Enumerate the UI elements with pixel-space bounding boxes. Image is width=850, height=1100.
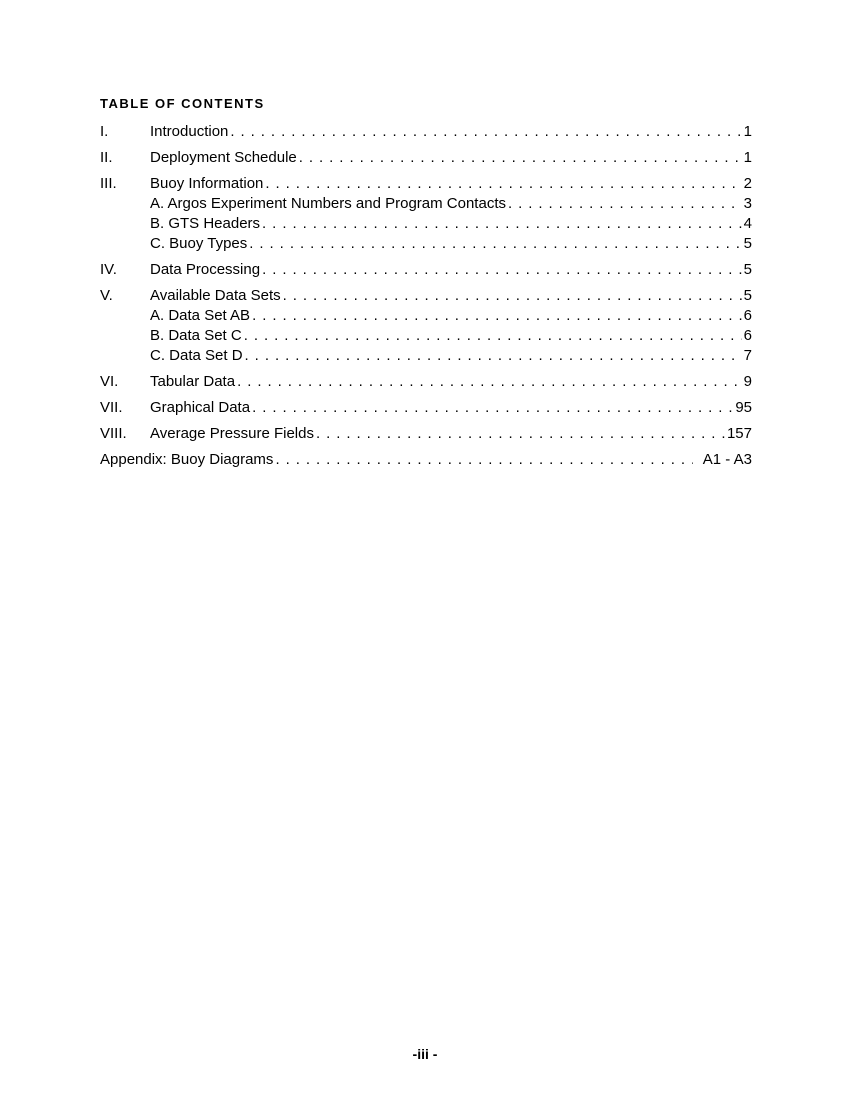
page-number: 9 <box>743 373 752 390</box>
page-number: 4 <box>743 215 752 232</box>
leader-dots <box>249 234 741 254</box>
leader-dots <box>252 398 733 418</box>
toc-entry-introduction <box>100 122 752 142</box>
toc-subentry-gts-headers <box>100 214 752 234</box>
page-number: 6 <box>743 327 752 344</box>
toc-subentry-data-set-c <box>100 326 752 346</box>
subsection-label: C. Buoy Types <box>150 235 248 252</box>
toc-entry-graphical-data <box>100 398 752 418</box>
toc-entry-data-processing <box>100 260 752 280</box>
toc-entry-average-pressure-fields <box>100 424 752 444</box>
leader-dots <box>244 326 742 346</box>
leader-dots <box>265 174 741 194</box>
section-label: Available Data Sets <box>150 287 281 304</box>
toc-entry-deployment-schedule <box>100 148 752 168</box>
leader-dots <box>237 372 742 392</box>
toc-title: TABLE OF CONTENTS <box>100 96 265 111</box>
page-number: A1 - A3 <box>702 451 752 468</box>
section-label: Introduction <box>150 123 229 140</box>
leader-dots <box>299 148 742 168</box>
subsection-label: A. Argos Experiment Numbers and Program Contacts <box>150 195 506 212</box>
toc-subentry-buoy-types <box>100 234 752 254</box>
section-number: VII. <box>100 399 123 416</box>
subsection-label: A. Data Set AB <box>150 307 251 324</box>
appendix-label: Appendix: Buoy Diagrams <box>100 451 274 468</box>
page-number: 1 <box>743 123 752 140</box>
section-label: Buoy Information <box>150 175 264 192</box>
page-number: 2 <box>743 175 752 192</box>
section-number: V. <box>100 287 113 304</box>
section-number: II. <box>100 149 113 166</box>
leader-dots <box>245 346 742 366</box>
section-label: Tabular Data <box>150 373 236 390</box>
page-number: 6 <box>743 307 752 324</box>
toc-entry-buoy-information <box>100 174 752 194</box>
page-number: 95 <box>735 399 752 416</box>
subsection-label: B. Data Set C <box>150 327 242 344</box>
section-label: Data Processing <box>150 261 261 278</box>
page-number: 5 <box>743 235 752 252</box>
toc-entry-tabular-data <box>100 372 752 392</box>
leader-dots <box>262 214 742 234</box>
toc-subentry-data-set-d <box>100 346 752 366</box>
section-number: VIII. <box>100 425 127 442</box>
leader-dots <box>252 306 742 326</box>
toc-list <box>100 122 752 470</box>
toc-subentry-argos-experiment-numbers <box>100 194 752 214</box>
leader-dots <box>262 260 742 280</box>
page-number: 3 <box>743 195 752 212</box>
toc-subentry-data-set-ab <box>100 306 752 326</box>
subsection-label: C. Data Set D <box>150 347 243 364</box>
page-number: 5 <box>743 287 752 304</box>
leader-dots <box>508 194 742 214</box>
toc-entry-appendix <box>100 450 752 470</box>
page-footer-number: -iii - <box>412 1046 438 1062</box>
page-number: 7 <box>743 347 752 364</box>
section-label: Graphical Data <box>150 399 251 416</box>
subsection-label: B. GTS Headers <box>150 215 261 232</box>
section-number: III. <box>100 175 117 192</box>
section-label: Average Pressure Fields <box>150 425 314 442</box>
leader-dots <box>230 122 741 142</box>
leader-dots <box>283 286 742 306</box>
page-number: 157 <box>726 425 752 442</box>
leader-dots <box>316 424 725 444</box>
section-number: I. <box>100 123 109 140</box>
toc-entry-available-data-sets <box>100 286 752 306</box>
leader-dots <box>275 450 692 470</box>
section-number: VI. <box>100 373 119 390</box>
section-number: IV. <box>100 261 117 278</box>
page-number: 5 <box>743 261 752 278</box>
page-number: 1 <box>743 149 752 166</box>
section-label: Deployment Schedule <box>150 149 297 166</box>
